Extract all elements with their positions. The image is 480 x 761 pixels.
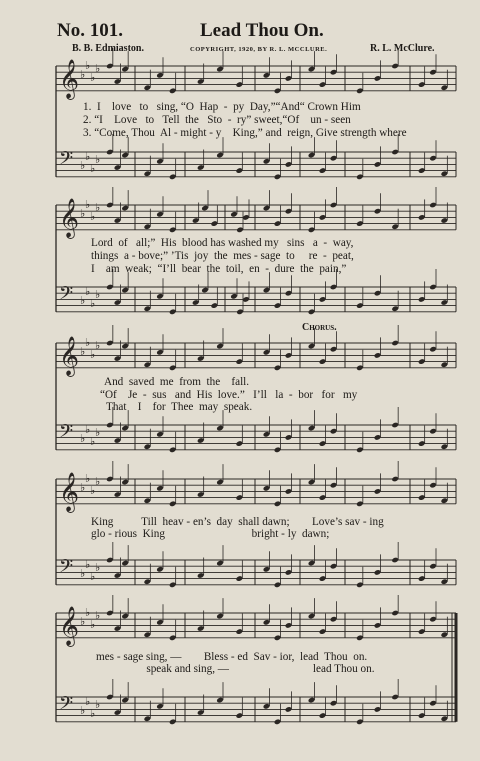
flat-icon: ♭ [90,71,96,84]
flat-icon: ♭ [90,297,96,310]
bass-clef-icon: 𝄢 [59,421,74,447]
flat-icon: ♭ [95,339,101,352]
flat-icon: ♭ [90,162,96,175]
chorus-label: Chorus. [302,322,337,333]
flat-icon: ♭ [95,561,101,574]
flat-icon: ♭ [90,210,96,223]
lyric-line: things a - bove;” ’Tis joy the mes - sage to re - peat, [91,250,354,262]
flat-icon: ♭ [80,615,86,628]
copyright-notice: COPYRIGHT, 1920, BY R. L. MCCLURE. [190,46,328,53]
flat-icon: ♭ [85,695,91,708]
flat-icon: ♭ [80,481,86,494]
flat-icon: ♭ [95,153,101,166]
flat-icon: ♭ [90,484,96,497]
lyric-line: And saved me from the fall. [104,376,250,388]
treble-clef-icon: 𝄞 [59,471,80,512]
flat-icon: ♭ [95,288,101,301]
flat-icon: ♭ [80,68,86,81]
treble-clef-icon: 𝄞 [59,605,80,646]
flat-icon: ♭ [90,570,96,583]
flat-icon: ♭ [95,62,101,75]
flat-icon: ♭ [80,159,86,172]
flat-icon: ♭ [85,198,91,211]
composer-credit: R. L. McClure. [370,43,435,54]
flat-icon: ♭ [95,426,101,439]
flat-icon: ♭ [95,201,101,214]
lyric-line: Lord of all;” His blood has washed my sins a - way, [91,237,354,249]
flat-icon: ♭ [90,348,96,361]
flat-icon: ♭ [85,558,91,571]
flat-icon: ♭ [85,472,91,485]
hymn-title: Lead Thou On. [200,20,324,41]
flat-icon: ♭ [80,345,86,358]
flat-icon: ♭ [85,59,91,72]
lyric-line: That I for Thee may speak. [106,401,253,413]
flat-icon: ♭ [95,698,101,711]
flat-icon: ♭ [85,423,91,436]
treble-clef-icon: 𝄞 [59,58,80,99]
flat-icon: ♭ [85,336,91,349]
flat-icon: ♭ [90,435,96,448]
bass-clef-icon: 𝄢 [59,693,74,719]
lyric-line: mes - sage sing, — Bless - ed Sav - ior, lead Thou on. [96,651,368,663]
lyric-line: I am weak; “I’ll bear the toil, en - dure the pain,” [91,263,347,275]
author-credit: B. B. Edmiaston. [72,43,144,54]
flat-icon: ♭ [90,707,96,720]
hymn-number: No. 101. [57,20,123,41]
flat-icon: ♭ [80,207,86,220]
flat-icon: ♭ [95,475,101,488]
flat-icon: ♭ [80,567,86,580]
lyric-line: “Of Je - sus and His love.” I’ll la - bor for my [100,389,358,401]
flat-icon: ♭ [85,606,91,619]
lyric-line: 2. “I Love to Tell the Sto - ry” sweet,“Of un - seen [83,114,351,126]
treble-clef-icon: 𝄞 [59,197,80,238]
treble-clef-icon: 𝄞 [59,335,80,376]
lyric-line: glo - rious King bright - ly dawn; [91,528,330,540]
bass-clef-icon: 𝄢 [59,283,74,309]
flat-icon: ♭ [90,618,96,631]
flat-icon: ♭ [85,150,91,163]
lyric-line: speak and sing, — lead Thou on. [96,663,375,675]
flat-icon: ♭ [80,704,86,717]
flat-icon: ♭ [85,285,91,298]
lyric-line: King Till heav - en’s day shall dawn; Love’s sav - ing [91,516,384,528]
lyric-line: 3. “Come, Thou Al - might - y King,” and reign, Give strength where [83,127,407,139]
lyric-line: 1. I love to sing, “O Hap - py Day,”“And“ Crown Him [83,101,361,113]
flat-icon: ♭ [80,294,86,307]
flat-icon: ♭ [80,432,86,445]
flat-icon: ♭ [95,609,101,622]
bass-clef-icon: 𝄢 [59,148,74,174]
bass-clef-icon: 𝄢 [59,556,74,582]
